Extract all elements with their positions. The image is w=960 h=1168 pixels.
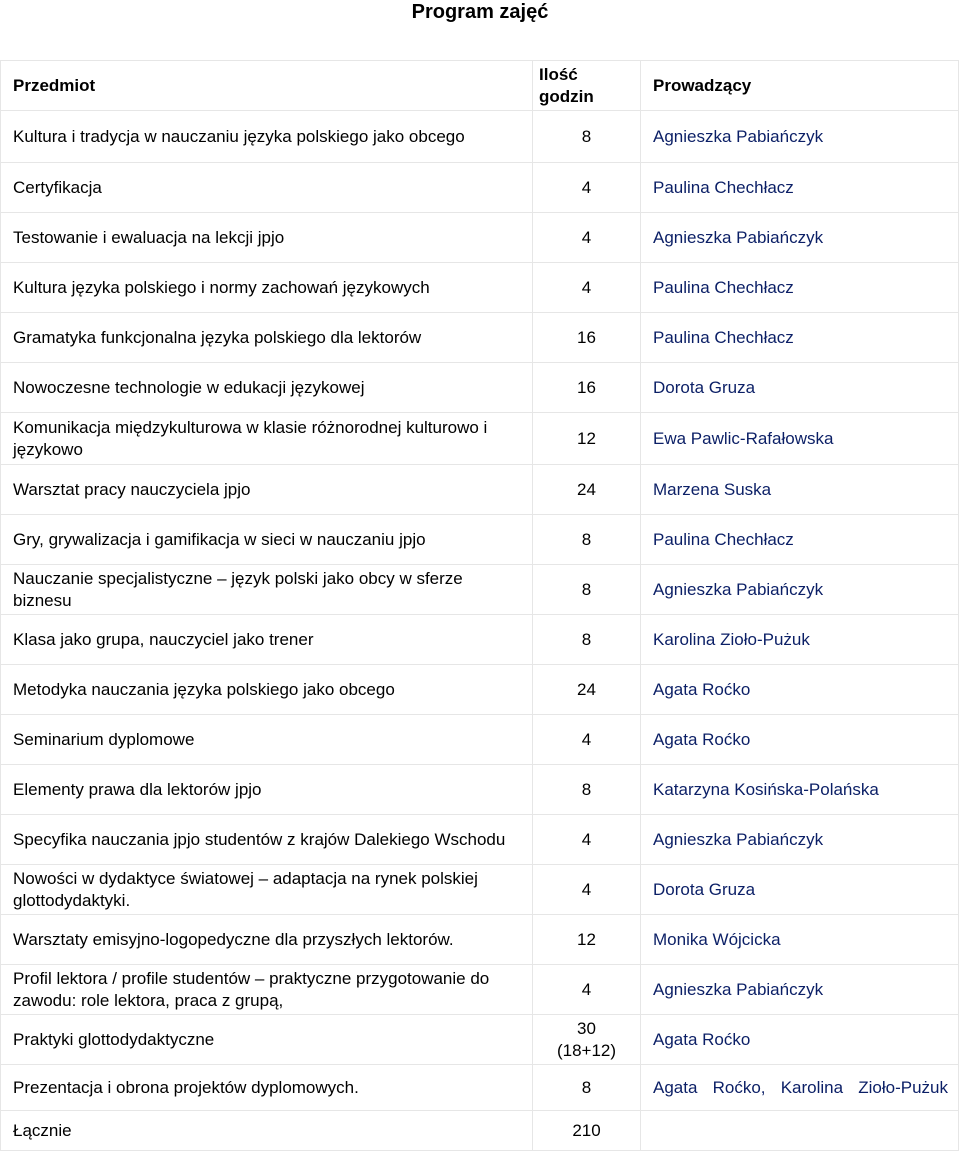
subject-cell: Certyfikacja xyxy=(1,163,533,213)
hours-cell: 4 xyxy=(533,213,641,263)
teacher-cell: Agnieszka Pabiańczyk xyxy=(641,815,959,865)
header-hours xyxy=(533,61,641,111)
schedule-table xyxy=(0,60,959,1151)
teacher-cell: Paulina Chechłacz xyxy=(641,515,959,565)
table-row xyxy=(1,515,959,565)
teacher-cell: Katarzyna Kosińska-Polańska xyxy=(641,765,959,815)
hours-cell: 24 xyxy=(533,665,641,715)
table-row xyxy=(1,1015,959,1065)
table-row xyxy=(1,111,959,163)
subject-cell: Testowanie i ewaluacja na lekcji jpjo xyxy=(1,213,533,263)
table-row xyxy=(1,915,959,965)
schedule-body xyxy=(1,111,959,1111)
hours-cell: 8 xyxy=(533,765,641,815)
subject-cell: Kultura i tradycja w nauczaniu języka polskiego jako obcego xyxy=(1,111,533,163)
table-row xyxy=(1,163,959,213)
total-hours: 210 xyxy=(533,1111,641,1151)
total-row xyxy=(1,1111,959,1151)
subject-cell: Gry, grywalizacja i gamifikacja w sieci w nauczaniu jpjo xyxy=(1,515,533,565)
subject-cell: Profil lektora / profile studentów – praktyczne przygotowanie do zawodu: role lektora, praca z grupą, xyxy=(1,965,533,1015)
hours-cell: 8 xyxy=(533,1065,641,1111)
subject-cell: Nauczanie specjalistyczne – język polski jako obcy w sferze biznesu xyxy=(1,565,533,615)
total-label: Łącznie xyxy=(1,1111,533,1151)
hours-cell: 8 xyxy=(533,615,641,665)
teacher-cell: Agata Roćko, Karolina Zioło-Pużuk xyxy=(641,1065,959,1111)
hours-cell: 24 xyxy=(533,465,641,515)
table-row xyxy=(1,815,959,865)
table-row xyxy=(1,765,959,815)
hours-cell: 4 xyxy=(533,715,641,765)
teacher-cell: Monika Wójcicka xyxy=(641,915,959,965)
hours-cell: 8 xyxy=(533,111,641,163)
hours-cell: 12 xyxy=(533,413,641,465)
subject-cell: Klasa jako grupa, nauczyciel jako trener xyxy=(1,615,533,665)
teacher-cell: Marzena Suska xyxy=(641,465,959,515)
table-row xyxy=(1,665,959,715)
teacher-cell: Agata Roćko xyxy=(641,715,959,765)
table-row xyxy=(1,263,959,313)
subject-cell: Praktyki glottodydaktyczne xyxy=(1,1015,533,1065)
teacher-cell: Paulina Chechłacz xyxy=(641,163,959,213)
subject-cell: Specyfika nauczania jpjo studentów z krajów Dalekiego Wschodu xyxy=(1,815,533,865)
hours-cell: 8 xyxy=(533,565,641,615)
hours-cell: 12 xyxy=(533,915,641,965)
hours-cell: 4 xyxy=(533,965,641,1015)
table-row xyxy=(1,313,959,363)
subject-cell: Warsztaty emisyjno-logopedyczne dla przyszłych lektorów. xyxy=(1,915,533,965)
table-row xyxy=(1,865,959,915)
hours-cell: 8 xyxy=(533,515,641,565)
hours-cell: 4 xyxy=(533,163,641,213)
teacher-cell: Ewa Pawlic-Rafałowska xyxy=(641,413,959,465)
header-subject: Przedmiot xyxy=(1,61,533,111)
teacher-cell: Agata Roćko xyxy=(641,1015,959,1065)
header-hours-line2: godzin xyxy=(539,86,594,106)
table-row xyxy=(1,363,959,413)
table-row xyxy=(1,213,959,263)
subject-cell: Metodyka nauczania języka polskiego jako obcego xyxy=(1,665,533,715)
teacher-cell: Agnieszka Pabiańczyk xyxy=(641,565,959,615)
hours-cell: 16 xyxy=(533,363,641,413)
subject-cell: Kultura języka polskiego i normy zachowań językowych xyxy=(1,263,533,313)
header-teacher: Prowadzący xyxy=(641,61,959,111)
table-row xyxy=(1,615,959,665)
teacher-cell: Paulina Chechłacz xyxy=(641,313,959,363)
table-row xyxy=(1,413,959,465)
header-hours-line1: Ilość xyxy=(539,64,578,84)
hours-cell: 4 xyxy=(533,263,641,313)
page-title: Program zajęć xyxy=(411,1,549,23)
subject-cell: Komunikacja międzykulturowa w klasie różnorodnej kulturowo i językowo xyxy=(1,413,533,465)
subject-cell: Nowoczesne technologie w edukacji językowej xyxy=(1,363,533,413)
teacher-cell: Agnieszka Pabiańczyk xyxy=(641,111,959,163)
hours-cell: 30 (18+12) xyxy=(533,1015,641,1065)
table-row xyxy=(1,465,959,515)
total-empty-cell xyxy=(641,1111,959,1151)
subject-cell: Seminarium dyplomowe xyxy=(1,715,533,765)
subject-cell: Gramatyka funkcjonalna języka polskiego dla lektorów xyxy=(1,313,533,363)
table-row xyxy=(1,715,959,765)
subject-cell: Warsztat pracy nauczyciela jpjo xyxy=(1,465,533,515)
teacher-cell: Karolina Zioło-Pużuk xyxy=(641,615,959,665)
teacher-cell: Dorota Gruza xyxy=(641,363,959,413)
teacher-cell: Paulina Chechłacz xyxy=(641,263,959,313)
header-row xyxy=(1,61,959,111)
table-row xyxy=(1,565,959,615)
teacher-cell: Agnieszka Pabiańczyk xyxy=(641,965,959,1015)
teacher-cell: Agnieszka Pabiańczyk xyxy=(641,213,959,263)
hours-cell: 16 xyxy=(533,313,641,363)
hours-cell: 4 xyxy=(533,815,641,865)
teacher-cell: Dorota Gruza xyxy=(641,865,959,915)
teacher-cell: Agata Roćko xyxy=(641,665,959,715)
table-row xyxy=(1,965,959,1015)
subject-cell: Prezentacja i obrona projektów dyplomowych. xyxy=(1,1065,533,1111)
subject-cell: Elementy prawa dla lektorów jpjo xyxy=(1,765,533,815)
hours-cell: 4 xyxy=(533,865,641,915)
table-row xyxy=(1,1065,959,1111)
subject-cell: Nowości w dydaktyce światowej – adaptacja na rynek polskiej glottodydaktyki. xyxy=(1,865,533,915)
